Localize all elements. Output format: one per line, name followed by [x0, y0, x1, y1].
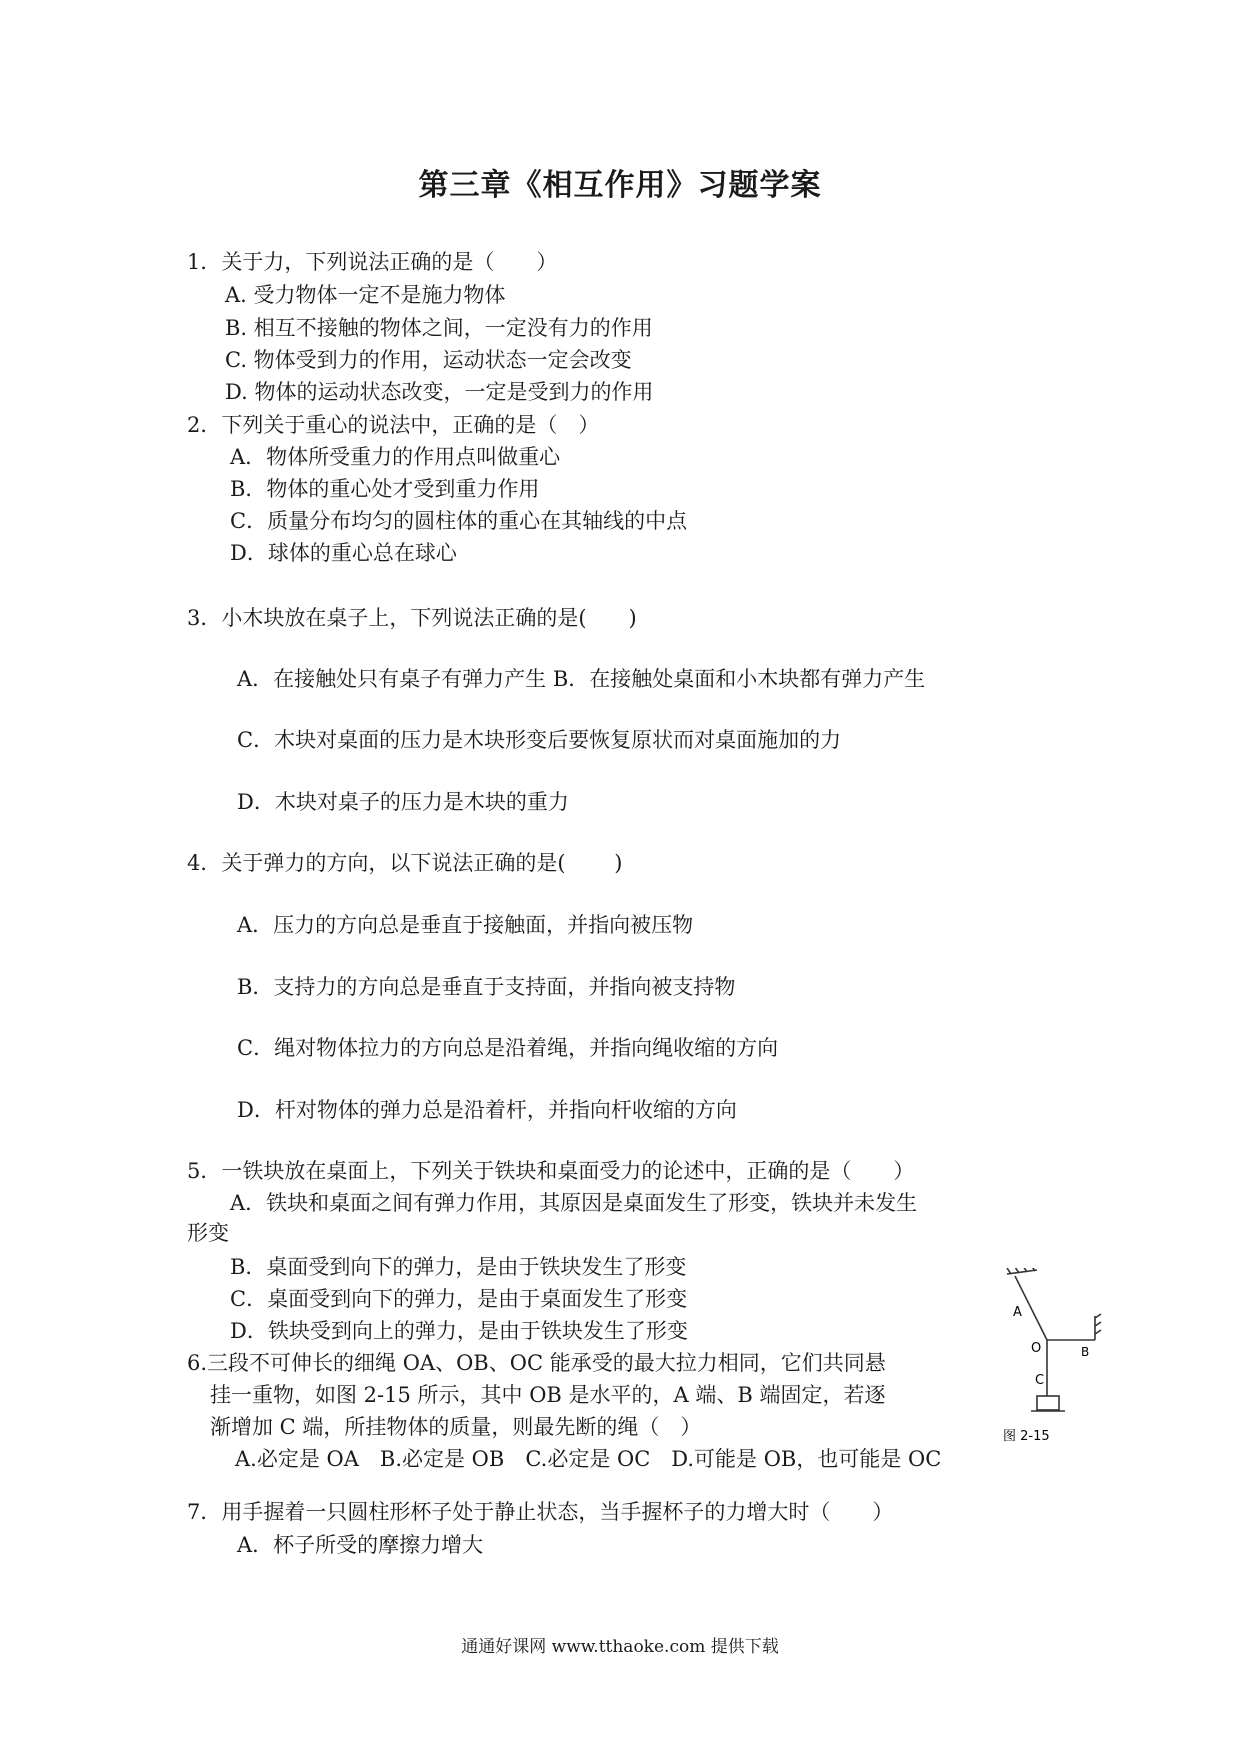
q1-option-d: D. 物体的运动状态改变，一定是受到力的作用 [225, 380, 654, 404]
q4-option-a: A．压力的方向总是垂直于接触面，并指向被压物 [237, 913, 694, 937]
q6-options: A.必定是 OA B.必定是 OB C.必定是 OC D.可能是 OB，也可能是 OC [235, 1447, 942, 1471]
q7-stem: 7．用手握着一只圆柱形杯子处于静止状态，当手握杯子的力增大时（ ） [187, 1500, 894, 1524]
q4-option-d: D．杆对物体的弹力总是沿着杆，并指向杆收缩的方向 [237, 1098, 737, 1122]
q1-option-b: B. 相互不接触的物体之间，一定没有力的作用 [225, 316, 653, 340]
q5-option-c: C．桌面受到向下的弹力，是由于桌面发生了形变 [230, 1287, 688, 1311]
q2-option-d: D．球体的重心总在球心 [230, 541, 457, 565]
q2-option-b: B．物体的重心处才受到重力作用 [230, 477, 540, 501]
q5-option-a-line1: A．铁块和桌面之间有弹力作用，其原因是桌面发生了形变，铁块并未发生 [230, 1191, 918, 1215]
label-b: B [1081, 1345, 1090, 1359]
hanging-weight [1037, 1396, 1059, 1410]
q1-option-a: A. 受力物体一定不是施力物体 [225, 283, 506, 307]
q5-stem: 5．一铁块放在桌面上，下列关于铁块和桌面受力的论述中，正确的是（ ） [187, 1159, 915, 1183]
q5-option-d: D．铁块受到向上的弹力，是由于铁块发生了形变 [230, 1319, 688, 1343]
q1-stem: 1．关于力，下列说法正确的是（ ） [187, 250, 558, 274]
q5-option-a-line2: 形变 [187, 1221, 229, 1245]
q3-option-ab: A．在接触处只有桌子有弹力产生 B．在接触处桌面和小木块都有弹力产生 [237, 667, 926, 691]
q4-option-b: B．支持力的方向总是垂直于支持面，并指向被支持物 [237, 975, 736, 999]
wall-hatch [1095, 1322, 1101, 1326]
label-o: O [1031, 1341, 1042, 1356]
q3-option-d: D．木块对桌子的压力是木块的重力 [237, 790, 569, 814]
q6-line3: 渐增加 C 端，所挂物体的质量，则最先断的绳（ ） [210, 1415, 702, 1439]
footer-credit: 通通好课网 www.tthaoke.com 提供下载 [461, 1637, 779, 1657]
wall-hatch [1095, 1314, 1101, 1318]
q4-option-c: C．绳对物体拉力的方向总是沿着绳，并指向绳收缩的方向 [237, 1036, 779, 1060]
q2-option-c: C．质量分布均匀的圆柱体的重心在其轴线的中点 [230, 509, 688, 533]
q3-stem: 3．小木块放在桌子上，下列说法正确的是( ) [187, 606, 637, 630]
page-title: 第三章《相互作用》习题学案 [418, 168, 822, 203]
q4-stem: 4．关于弹力的方向，以下说法正确的是( ) [187, 851, 623, 875]
q3-option-c: C．木块对桌面的压力是木块形变后要恢复原状而对桌面施加的力 [237, 728, 842, 752]
q2-option-a: A．物体所受重力的作用点叫做重心 [230, 445, 561, 469]
q5-option-b: B．桌面受到向下的弹力，是由于铁块发生了形变 [230, 1255, 687, 1279]
q1-option-c: C. 物体受到力的作用，运动状态一定会改变 [225, 348, 632, 372]
label-a: A [1013, 1305, 1022, 1320]
q6-line1: 6.三段不可伸长的细绳 OA、OB、OC 能承受的最大拉力相同，它们共同悬 [187, 1351, 886, 1375]
label-c: C [1035, 1373, 1045, 1388]
q7-option-a: A．杯子所受的摩擦力增大 [237, 1533, 484, 1557]
wall-hatch [1095, 1330, 1101, 1334]
q2-stem: 2．下列关于重心的说法中，正确的是（ ） [187, 413, 600, 437]
figure-caption: 图 2-15 [1003, 1429, 1050, 1444]
q6-line2: 挂一重物，如图 2-15 所示，其中 OB 是水平的，A 端、B 端固定，若逐 [210, 1383, 886, 1407]
figure-2-15 [985, 1268, 1105, 1453]
